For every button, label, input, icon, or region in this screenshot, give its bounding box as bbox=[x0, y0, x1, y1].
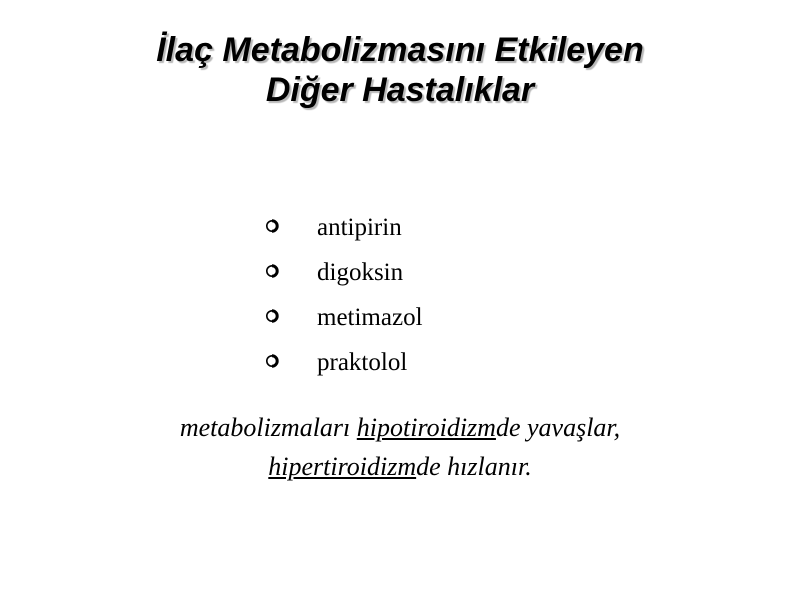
slide-title bbox=[0, 30, 800, 110]
list-item-praktolol bbox=[265, 340, 423, 385]
hollow-circle-bullet-icon bbox=[265, 354, 279, 368]
slide-title-line-1: İlaç Metabolizmasını Etkileyen bbox=[156, 31, 644, 69]
caption-suffix-1: de yavaşlar, bbox=[495, 413, 621, 442]
list-item-label: digoksin bbox=[317, 258, 404, 286]
caption-prefix: metabolizmaları bbox=[179, 413, 357, 442]
hollow-circle-bullet-icon bbox=[265, 264, 279, 278]
caption-line-2 bbox=[0, 447, 800, 486]
caption-line-1 bbox=[0, 408, 800, 447]
list-item-label: antipirin bbox=[317, 213, 402, 241]
list-item-label: praktolol bbox=[317, 348, 408, 376]
list-item-digoksin bbox=[265, 250, 423, 295]
list-item-antipirin bbox=[265, 205, 423, 250]
term-hipertiroidizm: hipertiroidizm bbox=[268, 452, 417, 481]
list-item-label: metimazol bbox=[317, 303, 423, 331]
list-item-metimazol bbox=[265, 295, 423, 340]
hollow-circle-bullet-icon bbox=[265, 219, 279, 233]
caption-text bbox=[0, 408, 800, 486]
drug-list bbox=[265, 205, 423, 385]
hollow-circle-bullet-icon bbox=[265, 309, 279, 323]
slide-title-line-2: Diğer Hastalıklar bbox=[265, 71, 535, 109]
term-hipotiroidizm: hipotiroidizm bbox=[356, 413, 496, 442]
caption-suffix-2: de hızlanır. bbox=[416, 452, 532, 481]
